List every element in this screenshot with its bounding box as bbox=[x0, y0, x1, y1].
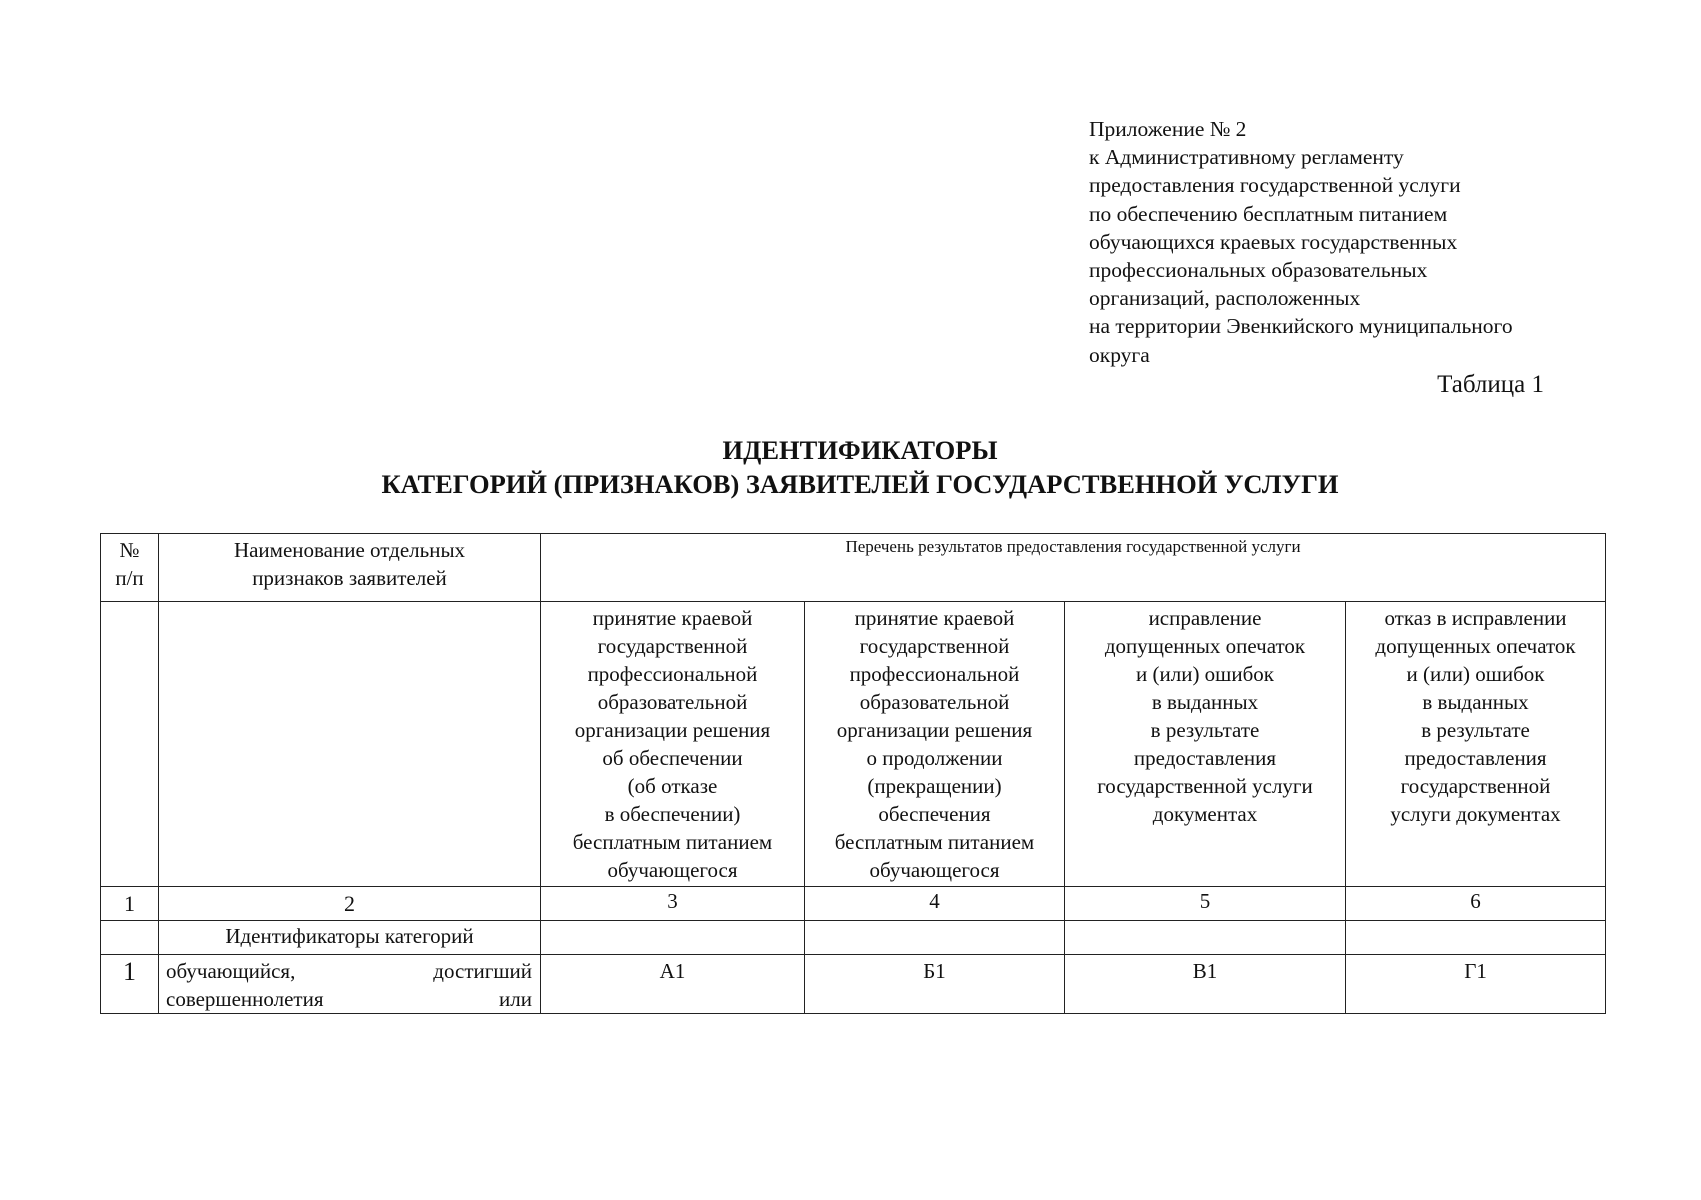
result-line: принятие краевой bbox=[854, 606, 1015, 630]
result-line: в результате bbox=[1150, 718, 1260, 742]
result-line: допущенных опечаток bbox=[1104, 634, 1306, 658]
result-line: предоставления bbox=[1133, 746, 1277, 770]
result-column-3 bbox=[541, 602, 805, 887]
result-line: профессиональной bbox=[587, 662, 758, 686]
result-line: образовательной bbox=[597, 690, 748, 714]
title-line-1: ИДЕНТИФИКАТОРЫ bbox=[722, 435, 998, 465]
title-line-2: КАТЕГОРИЙ (ПРИЗНАКОВ) ЗАЯВИТЕЛЕЙ ГОСУДАРСТВЕННОЙ УСЛУГИ bbox=[381, 469, 1339, 499]
empty-cell bbox=[805, 921, 1065, 955]
result-line: профессиональной bbox=[849, 662, 1020, 686]
result-column-5 bbox=[1065, 602, 1346, 887]
result-line: услуги документах bbox=[1390, 802, 1561, 826]
appendix-line: организаций, расположенных bbox=[1089, 286, 1361, 311]
column-index-cell: 6 bbox=[1346, 887, 1606, 921]
appendix-line: по обеспечению бесплатным питанием bbox=[1089, 201, 1448, 226]
header-name-cell bbox=[159, 534, 541, 602]
empty-cell bbox=[1346, 921, 1606, 955]
row-number: 1 bbox=[101, 955, 159, 1014]
row-code: А1 bbox=[541, 955, 805, 1014]
result-column-4 bbox=[805, 602, 1065, 887]
table-row bbox=[101, 955, 1606, 1014]
empty-cell bbox=[541, 921, 805, 955]
empty-cell bbox=[101, 921, 159, 955]
result-line: бесплатным питанием bbox=[834, 830, 1035, 854]
result-line: государственной bbox=[1400, 774, 1551, 798]
header-results-cell: Перечень результатов предоставления государственной услуги bbox=[541, 534, 1606, 602]
appendix-line: обучающихся краевых государственных bbox=[1089, 229, 1458, 254]
header-name-line-2: признаков заявителей bbox=[252, 566, 447, 590]
result-line: и (или) ошибок bbox=[1406, 662, 1545, 686]
empty-cell bbox=[101, 602, 159, 887]
column-index-cell: 3 bbox=[541, 887, 805, 921]
result-line: исправление bbox=[1148, 606, 1262, 630]
result-line: (об отказе bbox=[627, 774, 718, 798]
empty-cell bbox=[1065, 921, 1346, 955]
appendix-line: Приложение № 2 bbox=[1089, 117, 1247, 141]
appendix-line: на территории Эвенкийского муниципального bbox=[1089, 314, 1513, 339]
header-name-line-1: Наименование отдельных bbox=[233, 538, 466, 562]
column-index-cell: 5 bbox=[1065, 887, 1346, 921]
result-line: в выданных bbox=[1422, 690, 1529, 714]
table-header-row bbox=[101, 534, 1606, 602]
result-line: документах bbox=[1152, 802, 1258, 826]
result-line: организации решения bbox=[574, 718, 771, 742]
result-column-6 bbox=[1346, 602, 1606, 887]
column-index-cell: 1 bbox=[101, 887, 159, 921]
result-line: принятие краевой bbox=[592, 606, 753, 630]
result-line: о продолжении bbox=[866, 746, 1003, 770]
results-subheader-row bbox=[101, 602, 1606, 887]
result-line: государственной bbox=[597, 634, 748, 658]
result-line: отказ в исправлении bbox=[1384, 606, 1567, 630]
column-index-row bbox=[101, 887, 1606, 921]
header-number-line-1: № bbox=[119, 538, 140, 562]
result-line: обучающегося bbox=[607, 858, 738, 882]
result-line: организации решения bbox=[836, 718, 1033, 742]
column-index-cell: 4 bbox=[805, 887, 1065, 921]
category-label-row bbox=[101, 921, 1606, 955]
result-line: государственной bbox=[859, 634, 1010, 658]
identifiers-table bbox=[100, 533, 1606, 1014]
row-applicant-category bbox=[159, 955, 541, 1014]
row-applicant-line-1: обучающийся, достигший bbox=[166, 959, 532, 983]
result-line: в результате bbox=[1421, 718, 1530, 742]
appendix-line: округа bbox=[1089, 342, 1150, 367]
appendix-block bbox=[1089, 115, 1609, 369]
row-code: Г1 bbox=[1346, 955, 1606, 1014]
result-line: (прекращении) bbox=[867, 774, 1002, 798]
row-code: В1 bbox=[1065, 955, 1346, 1014]
result-line: бесплатным питанием bbox=[572, 830, 773, 854]
result-line: и (или) ошибок bbox=[1136, 662, 1274, 686]
appendix-line: профессиональных образовательных bbox=[1089, 258, 1428, 283]
result-line: обеспечения bbox=[878, 802, 991, 826]
result-line: об обеспечении bbox=[602, 746, 743, 770]
appendix-line: к Административному регламенту bbox=[1089, 145, 1404, 170]
result-line: образовательной bbox=[859, 690, 1010, 714]
row-code: Б1 bbox=[805, 955, 1065, 1014]
category-label: Идентификаторы категорий bbox=[159, 921, 541, 955]
row-applicant-line-2: совершеннолетия или bbox=[166, 987, 532, 1011]
result-line: предоставления bbox=[1404, 746, 1547, 770]
result-line: допущенных опечаток bbox=[1375, 634, 1576, 658]
result-line: в обеспечении) bbox=[604, 802, 741, 826]
empty-cell bbox=[159, 602, 541, 887]
header-number-cell bbox=[101, 534, 159, 602]
result-line: в выданных bbox=[1151, 690, 1259, 714]
column-index-cell: 2 bbox=[159, 887, 541, 921]
result-line: государственной услуги bbox=[1097, 774, 1313, 798]
table-number-label: Таблица 1 bbox=[1437, 371, 1544, 398]
header-number-line-2: п/п bbox=[115, 566, 144, 590]
document-title bbox=[0, 433, 1701, 501]
result-line: обучающегося bbox=[869, 858, 1000, 882]
appendix-line: предоставления государственной услуги bbox=[1089, 173, 1461, 198]
